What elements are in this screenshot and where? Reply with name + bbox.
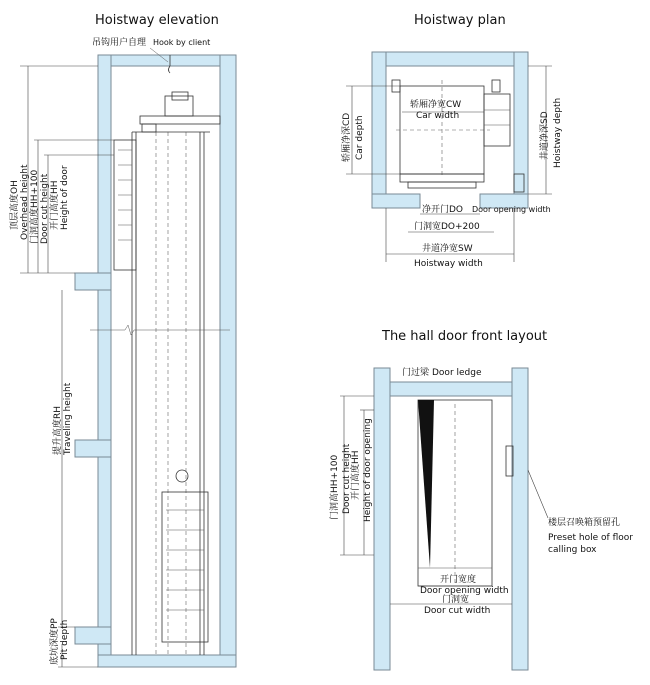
- traction-machine: [140, 92, 220, 132]
- carwidth-label-cn: 轿厢净宽CW: [410, 100, 462, 110]
- doorheight-label-cn: 开门高度HH: [50, 180, 60, 230]
- doorcut-label-cn: 门洞高度HH+100: [30, 169, 40, 244]
- ledge-label-cn: 门过梁: [402, 368, 430, 378]
- overhead-label-cn: 顶层高度OH: [10, 180, 20, 230]
- hook-label-en: Hook by client: [153, 38, 211, 47]
- hwdepth-label-cn: 井道净深SD: [540, 111, 550, 160]
- front-doorcut-label-cn: 门洞高HH+100: [330, 454, 340, 520]
- callbox-label-en1: Preset hole of floor: [548, 533, 633, 543]
- front-title: The hall door front layout: [382, 329, 548, 344]
- front-walls: [374, 368, 528, 670]
- ledge-label-en: Door ledge: [432, 368, 482, 378]
- front-dooropen-h-en: Height of door opening: [363, 418, 373, 522]
- pit-label-cn: 底坑深度PP: [50, 618, 60, 665]
- callbox-label-cn: 楼层召唤箱预留孔: [548, 518, 621, 528]
- dooropen-label-cn: 净开门DO: [422, 205, 464, 215]
- cutwidth-label-en: Door cut width: [424, 606, 491, 616]
- carwidth-label-en: Car width: [416, 111, 460, 121]
- doorcut-label-en: Door cut height: [40, 173, 50, 244]
- plan-car: [392, 80, 524, 192]
- elevation-walls: [75, 55, 236, 667]
- counterweight: [162, 470, 208, 642]
- plan-walls: [372, 52, 528, 208]
- front-dooropen-h-cn: 开门高度HH: [351, 450, 361, 500]
- travel-label-en: Traveling height: [63, 382, 73, 455]
- elevation-rails: [132, 132, 210, 655]
- cutwidth-label-cn: 门洞宽: [442, 595, 470, 605]
- hwdepth-label-en: Hoistway depth: [553, 97, 563, 168]
- doorheight-label-en: Height of door: [60, 165, 70, 230]
- car-top: [114, 140, 136, 270]
- front-doorcut-label-en: Door cut height: [342, 443, 352, 514]
- pit-label-en: Pit depth: [60, 619, 70, 660]
- plan-doorcut-label: 门洞宽DO+200: [414, 222, 480, 232]
- cardepth-label-en: Car depth: [355, 115, 365, 160]
- overhead-label-en: Overhead height: [20, 164, 30, 240]
- openwidth-label-en: Door opening width: [420, 586, 509, 596]
- plan-title: Hoistway plan: [414, 13, 506, 28]
- cardepth-label-cn: 轿厢净深CD: [342, 112, 352, 162]
- hall-door: [418, 400, 513, 586]
- openwidth-label-cn: 开门宽度: [440, 575, 477, 585]
- travel-label-cn: 提升高度RH: [53, 405, 63, 455]
- callbox-label-en2: calling box: [548, 545, 597, 555]
- hook-label-cn: 吊钩用户自理: [92, 38, 147, 48]
- hwwidth-label-en: Hoistway width: [414, 259, 483, 269]
- elevation-title: Hoistway elevation: [95, 13, 219, 28]
- hwwidth-label-cn: 井道净宽SW: [422, 244, 473, 254]
- dooropen-label-en: Door opening width: [472, 205, 551, 214]
